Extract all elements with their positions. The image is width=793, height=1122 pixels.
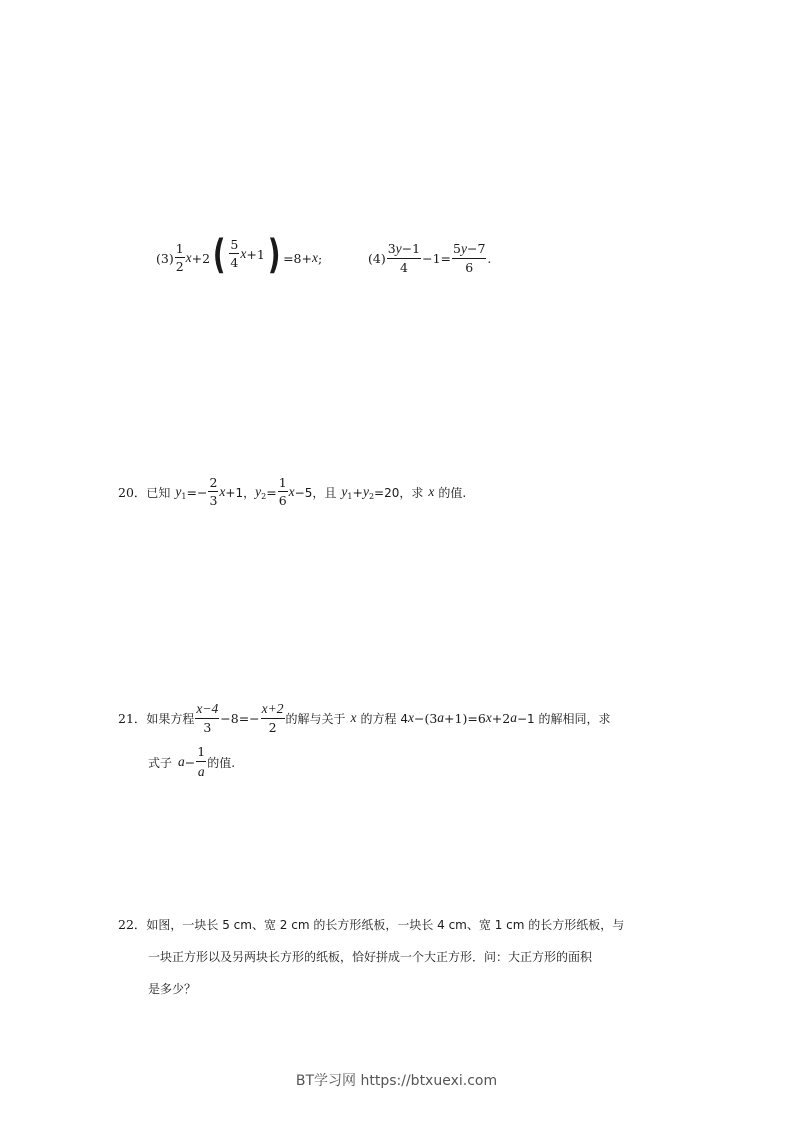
problem-21-line-2: 式子 a − $\frac{1}{a}$ 的值. xyxy=(148,744,236,779)
problem-number: 22． xyxy=(118,917,147,932)
problem-20: 20． 已知 y 1 =− $\frac{2}{3}$ x +1， y 2 = $\frac{1}{6}$ x −5，且 y 1 + y 2 =20，求 x 的值. xyxy=(118,474,467,508)
fraction-x-minus-4-over-3: $\frac{x-4}{3}$ xyxy=(196,701,219,735)
problem-number: 20． xyxy=(118,485,147,500)
problem-number: 21． xyxy=(118,711,147,726)
problem-22-line-3: 是多少？ xyxy=(148,981,197,996)
right-paren: ) xyxy=(267,232,281,278)
fraction-one-half: $\frac{1}{2}$ xyxy=(175,240,184,274)
problem-19-part-3: (3) $\frac{1}{2}$ x +2 ( $\frac{5}{4}$ x +1 ) =8+ x ; xyxy=(156,232,323,278)
problem-21-line-1: 21． 如果方程 $\frac{x-4}{3}$ −8=− $\frac{x+2}{2}$ 的解与关于 x 的方程 4 x −(3 a +1)=6 x +2 a −1 的解相同，求 xyxy=(118,701,611,735)
fraction-3y-minus-1-over-4: $\frac{3y-1}{4}$ xyxy=(387,241,421,275)
problem-22-line-1: 22． 如图，一块长 5 cm、宽 2 cm 的长方形纸板，一块长 4 cm、宽 1 cm 的长方形纸板，与 xyxy=(118,917,625,932)
fraction-five-fourths: $\frac{5}{4}$ xyxy=(230,236,239,270)
fraction-one-sixth: $\frac{1}{6}$ xyxy=(278,474,287,508)
fraction-one-over-a: $\frac{1}{a}$ xyxy=(197,744,206,779)
footer-watermark: BT学习网 https://btxuexi.com xyxy=(295,1073,498,1089)
fraction-5y-minus-7-over-6: $\frac{5y-7}{6}$ xyxy=(453,241,486,275)
left-paren: ( xyxy=(212,232,226,278)
fraction-x-plus-2-over-2: $\frac{x+2}{2}$ xyxy=(261,701,284,735)
part-label: (3) xyxy=(156,250,174,266)
problem-22-line-2: 一块正方形以及另两块长方形的纸板，恰好拼成一个大正方形．问：大正方形的面积 xyxy=(148,949,593,964)
fraction-two-thirds: $\frac{2}{3}$ xyxy=(209,474,218,508)
problem-19-part-4: (4) $\frac{3y-1}{4}$ −1= $\frac{5y-7}{6}$ . xyxy=(368,241,492,275)
part-label: (4) xyxy=(368,250,386,266)
